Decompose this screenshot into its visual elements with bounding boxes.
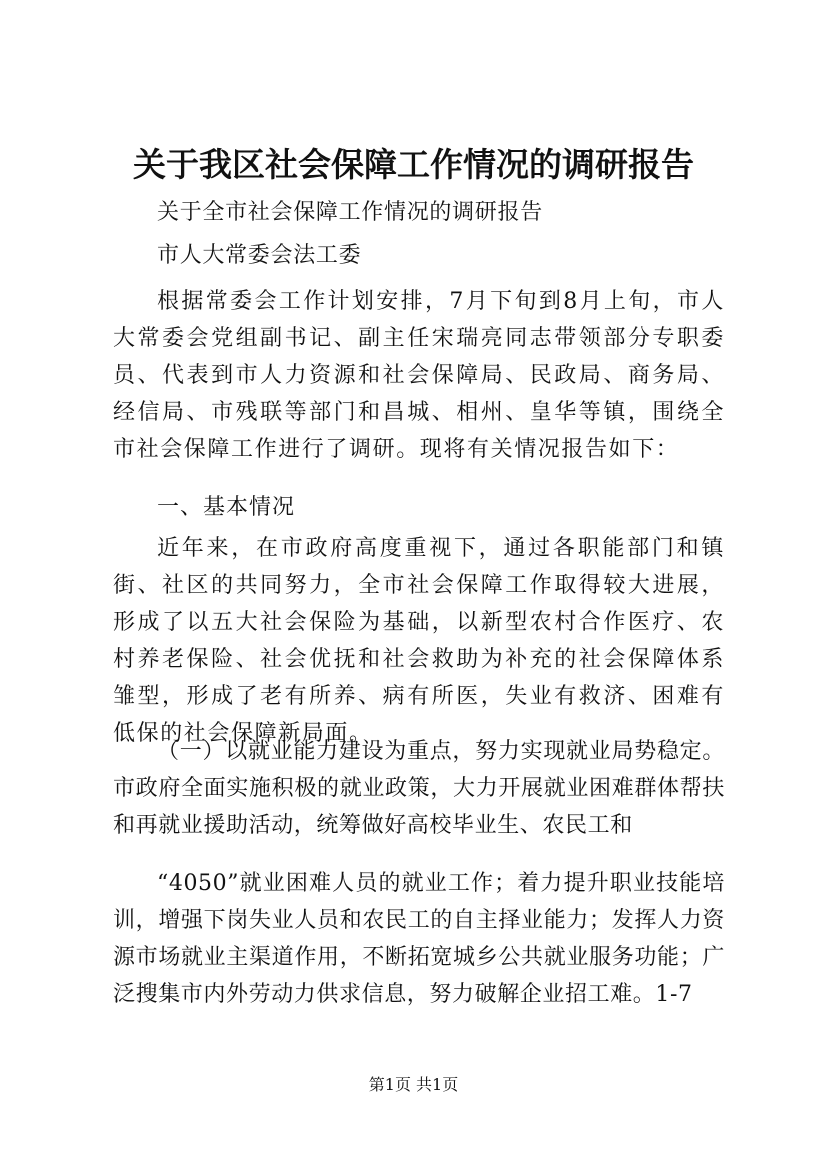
document-author: 市人大常委会法工委 <box>157 243 362 268</box>
paragraph-intro: 根据常委会工作计划安排，7月下旬到8月上旬，市人大常委会党组副书记、副主任宋瑞亮同志带领部分专职委员、代表到市人力资源和社会保障局、民政局、商务局、经信局、市残联等部门和昌城、相州、皇华等镇，围绕全市社会保障工作进行了调研。现将有关情况报告如下： <box>113 289 725 462</box>
paragraph-overview: 近年来，在市政府高度重视下，通过各职能部门和镇街、社区的共同努力，全市社会保障工作取得较大进展，形成了以五大社会保险为基础，以新型农村合作医疗、农村养老保险、社会优抚和社会救助为补充的社会保障体系雏型，形成了老有所养、病有所医，失业有救济、困难有低保的社会保障新局面。 <box>113 536 725 746</box>
page-footer: 第1页 共1页 <box>368 1075 459 1094</box>
paragraph-employment: （一）以就业能力建设为重点，努力实现就业局势稳定。市政府全面实施积极的就业政策，大力开展就业困难群体帮扶和再就业援助活动，统筹做好高校毕业生、农民工和 <box>113 739 725 838</box>
section-heading-basic-situation: 一、基本情况 <box>157 495 296 520</box>
paragraph-employment-continued: “4050”就业困难人员的就业工作；着力提升职业技能培训，增强下岗失业人员和农民工的自主择业能力；发挥人力资源市场就业主渠道作用，不断拓宽城乡公共就业服务功能；广泛搜集市内外劳动力供求信息，努力破解企业招工难。1-7 <box>113 871 725 1007</box>
document-subtitle: 关于全市社会保障工作情况的调研报告 <box>157 200 543 225</box>
document-title: 关于我区社会保障工作情况的调研报告 <box>133 145 694 184</box>
